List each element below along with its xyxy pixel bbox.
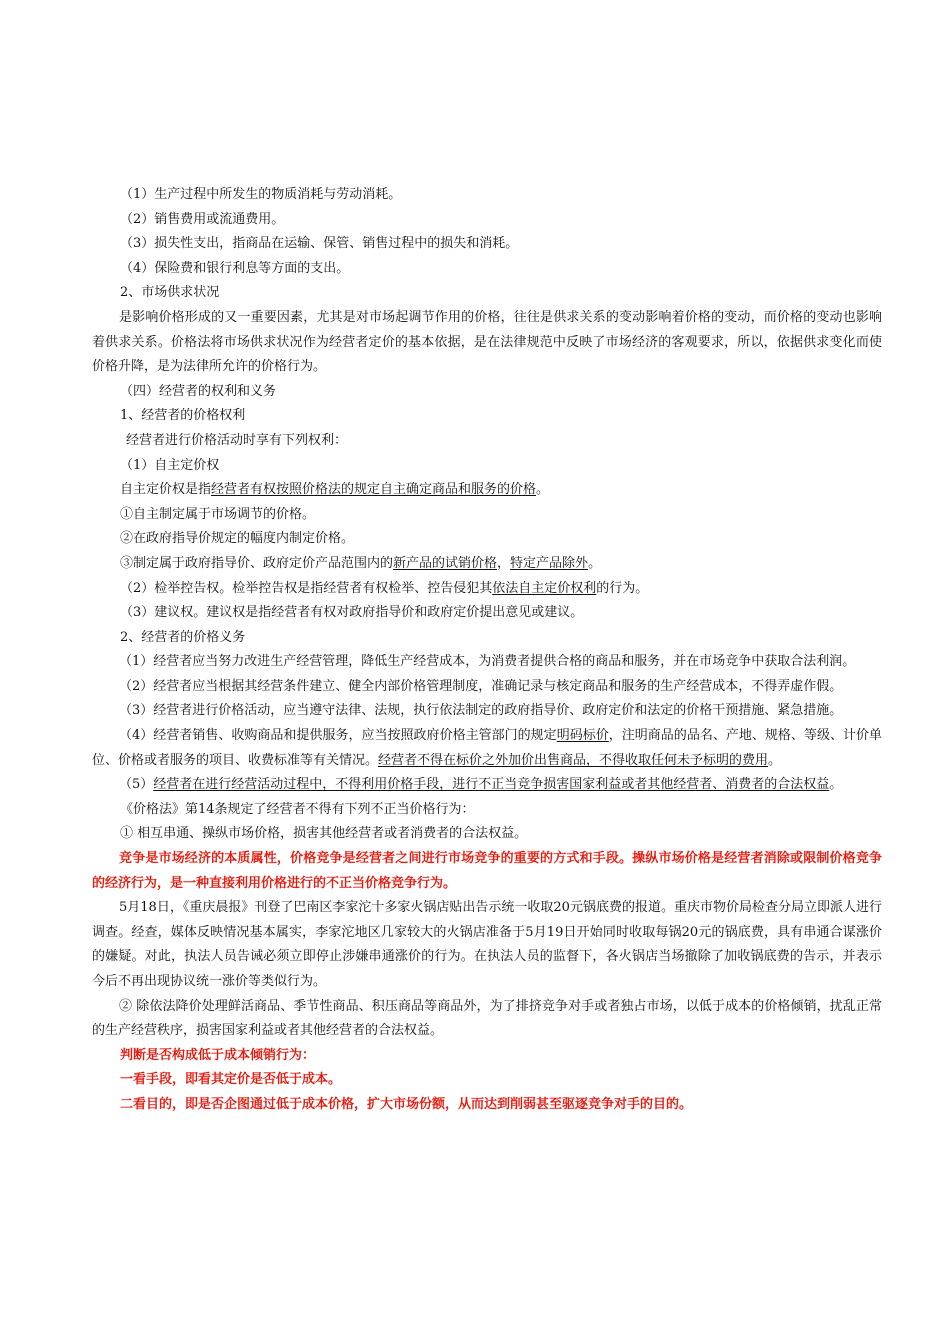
highlight-dumping-heading: 判断是否构成低于成本倾销行为： [120,1047,316,1063]
duty-2: （2）经营者应当根据其经营条件建立、健全内部价格管理制度，准确记录与核定商品和服务的生产经营成本，不得弄虚作假。 [119,678,843,694]
cost-item-3: （3）损失性支出，指商品在运输、保管、销售过程中的损失和消耗。 [120,236,519,252]
rights-intro: 经营者进行价格活动时享有下列权利： [126,432,348,448]
duty-4: （4）经营者销售、收购商品和提供服务，应当按照政府价格主管部门的规定明码标价，注明商品的品名、产地、规格、等级、计价单位、价格或者服务的项目、收费标准等有关情况。经营者不得在标价之外加价出售商品，不得收取任何未予标明的费用。 [92,728,882,768]
cost-item-2: （2）销售费用或流通费用。 [120,211,285,227]
highlight-dumping-criterion-2: 二看目的，即是否企图通过低于成本价格，扩大市场份额，从而达到削弱甚至驱逐竞争对手的目的。 [120,1096,693,1112]
underlined-phrase: 新产品的试销价格 [393,555,498,571]
article-14-intro: 《价格法》第14条规定了经营者不得有下列不正当价格行为： [120,801,475,817]
heading-market-supply: 2、市场供求状况 [120,285,220,301]
underlined-phrase: 依法自主定价权利 [492,580,597,596]
underlined-phrase: 经营者有权按照价格法的规定自主确定商品和服务的价格 [211,482,537,498]
right-1-definition: 自主定价权是指经营者有权按照价格法的规定自主确定商品和服务的价格。 [120,482,550,498]
prohibited-act-1: ① 相互串通、操纵市场价格，损害其他经营者或者消费者的合法权益。 [120,826,528,842]
heading-price-rights: 1、经营者的价格权利 [120,408,246,424]
heading-price-duties: 2、经营者的价格义务 [120,629,246,645]
highlight-dumping-criterion-1: 一看手段，即看其定价是否低于成本。 [120,1072,342,1088]
market-supply-paragraph: 是影响价格形成的又一重要因素，尤其是对市场起调节作用的价格，往往是供求关系的变动影响着价格的变动，而价格的变动也影响着供求关系。价格法将市场供求状况作为经营者定价的基本依据，是在法律规范中反映了市场经济的客观要求，所以，依据供求变化而使价格升降，是为法律所允许的价格行为。 [92,309,882,375]
cost-item-4: （4）保险费和银行利息等方面的支出。 [120,260,350,276]
case-hotpot-paragraph: 5月18日，《重庆晨报》刊登了巴南区李家沱十多家火锅店贴出告示统一收取20元锅底费的报道。重庆市物价局检查分局立即派人进行调查。经查，媒体反映情况基本属实，李家沱地区几家较大的火锅店准备于5月19日开始同时收取每锅20元的锅底费，具有串通合谋涨价的嫌疑。对此，执法人员告诫必须立即停止涉嫌串通涨价的行为。在执法人员的监督下，各火锅店当场撤除了加收锅底费的告示，并表示今后不再出现协议统一涨价等类似行为。 [92,900,882,989]
underlined-phrase: 经营者在进行经营活动过程中，不得利用价格手段，进行不正当竞争损害国家利益或者其他经营者、消费者的合法权益 [153,777,830,793]
right-1-item-1: ①自主制定属于市场调节的价格。 [120,506,316,522]
right-1-heading: （1）自主定价权 [120,457,220,473]
right-3: （3）建议权。建议权是指经营者有权对政府指导价和政府定价提出意见或建议。 [120,605,584,621]
right-1-item-3: ③制定属于政府指导价、政府定价产品范围内的新产品的试销价格，特定产品除外。 [120,555,602,571]
prohibited-act-2: ② 除依法降价处理鲜活商品、季节性商品、积压商品等商品外，为了排挤竞争对手或者独占市场，以低于成本的价格倾销，扰乱正常的生产经营秩序，损害国家利益或者其他经营者的合法权益。 [92,998,882,1039]
section-heading-rights-duties: （四）经营者的权利和义务 [120,383,277,399]
duty-3: （3）经营者进行价格活动，应当遵守法律、法规，执行依法制定的政府指导价、政府定价和法定的价格干预措施、紧急措施。 [119,703,843,719]
right-2: （2）检举控告权。检举控告权是指经营者有权检举、控告侵犯其依法自主定价权利的行为。 [120,580,649,596]
cost-item-1: （1）生产过程中所发生的物质消耗与劳动消耗。 [120,187,402,202]
underlined-phrase: 特定产品除外 [510,555,589,571]
underlined-phrase: 经营者不得在标价之外加价出售商品，不得收取任何未予标明的费用 [378,752,769,768]
underlined-phrase: 明码标价 [556,728,609,744]
highlight-paragraph-competition: 竞争是市场经济的本质属性，价格竞争是经营者之间进行市场竞争的重要的方式和手段。操纵市场价格是经营者消除或限制价格竞争的经济行为，是一种直接利用价格进行的不正当价格竞争行为。 [92,851,882,891]
duty-5: （5）经营者在进行经营活动过程中，不得利用价格手段，进行不正当竞争损害国家利益或者其他经营者、消费者的合法权益。 [119,777,843,793]
right-1-item-2: ②在政府指导价规定的幅度内制定价格。 [120,531,355,547]
duty-1: （1）经营者应当努力改进生产经营管理，降低生产经营成本，为消费者提供合格的商品和服务，并在市场竞争中获取合法利润。 [119,654,856,670]
